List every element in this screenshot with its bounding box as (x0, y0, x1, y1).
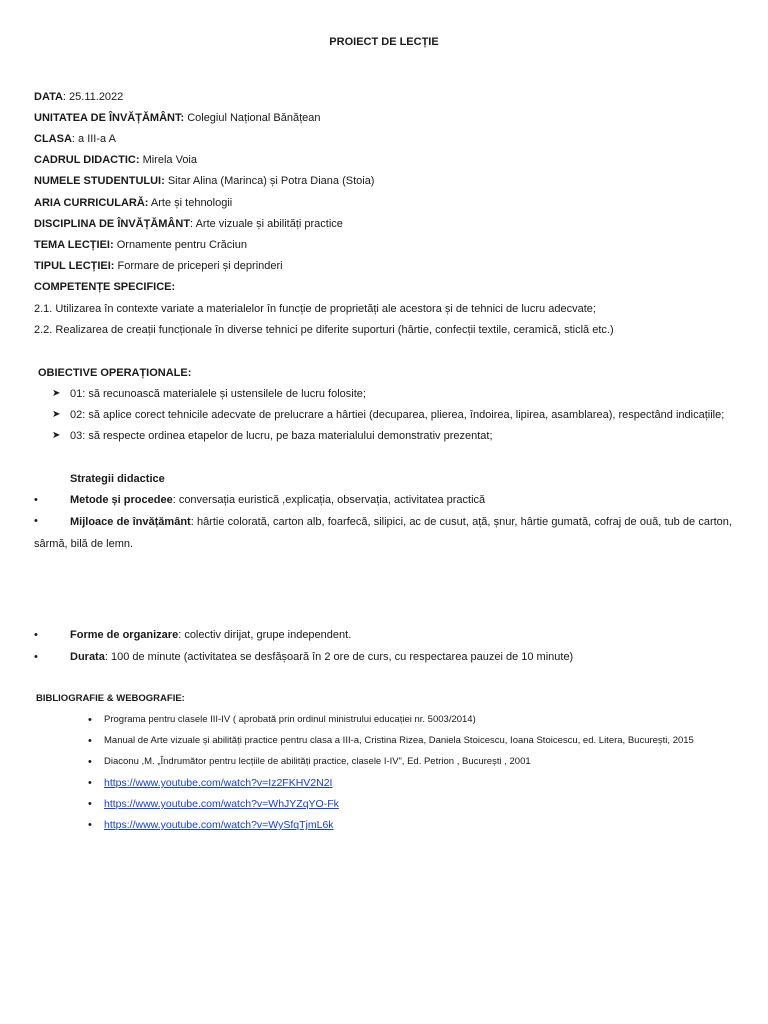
durata-line: Durata: 100 de minute (activitatea se desfășoară în 2 ore de curs, cu respectarea pauzei de 10 minute) (70, 651, 574, 663)
field-tip: TIPUL LECȚIEI: Formare de priceperi și deprinderi (34, 260, 283, 272)
field-student: NUMELE STUDENTULUI: Sitar Alina (Marinca) și Potra Diana (Stoia) (34, 175, 375, 187)
bibliografie-item: Programa pentru clasele III-IV ( aprobată prin ordinul ministrului educației nr. 5003/2014) (104, 714, 476, 725)
competenta-item: 2.2. Realizarea de creații funcționale în diverse tehnici pe diferite suporturi (hârtie, confecții textile, ceramică, sticlă etc.) (34, 324, 614, 336)
bibliografie-item: Diaconu ,M. „Îndrumător pentru lecțiile de abilități practice, clasele I-IV”, Ed. Petrion , București , 2001 (104, 756, 531, 767)
bullet-icon: • (34, 651, 38, 663)
youtube-link[interactable]: https://www.youtube.com/watch?v=Iz2FKHV2N2I (104, 777, 333, 789)
bullet-icon: • (34, 515, 38, 527)
field-clasa: CLASA: a III-a A (34, 133, 116, 145)
field-disciplina: DISCIPLINA DE ÎNVĂȚĂMÂNT: Arte vizuale și abilități practice (34, 218, 343, 230)
bullet-icon: • (88, 735, 92, 747)
bullet-icon: • (88, 714, 92, 726)
bullet-icon: • (88, 798, 92, 810)
field-tema: TEMA LECȚIEI: Ornamente pentru Crăciun (34, 239, 247, 251)
bullet-icon: • (34, 494, 38, 506)
competente-heading: COMPETENȚE SPECIFICE: (34, 281, 176, 293)
field-cadru-didactic: CADRUL DIDACTIC: Mirela Voia (34, 154, 197, 166)
arrow-bullet-icon: ➤ (52, 430, 61, 441)
bullet-icon: • (88, 777, 92, 789)
arrow-bullet-icon: ➤ (52, 409, 61, 420)
page-title: PROIECT DE LECȚIE (329, 36, 439, 48)
forme-line: Forme de organizare: colectiv dirijat, grupe independent. (70, 629, 352, 641)
strategii-heading: Strategii didactice (70, 473, 165, 485)
bullet-icon: • (88, 756, 92, 768)
obiective-heading: OBIECTIVE OPERAȚIONALE: (38, 367, 192, 379)
field-arie: ARIA CURRICULARĂ: Arte și tehnologii (34, 197, 233, 209)
bullet-icon: • (34, 629, 38, 641)
bullet-icon: • (88, 819, 92, 831)
bibliografie-item: Manual de Arte vizuale și abilități practice pentru clasa a III-a, Cristina Rizea, Daniela Stoicescu, Ioana Stoicescu, ed. Litera, București, 2015 (104, 735, 694, 746)
obiectiv-item: 01: să recunoască materialele și ustensilele de lucru folosite; (70, 388, 366, 400)
obiectiv-item: 03: să respecte ordinea etapelor de lucru, pe baza materialului demonstrativ prezentat; (70, 430, 493, 442)
field-data: DATA: 25.11.2022 (34, 91, 124, 103)
metode-line: Metode și procedee: conversația euristică ,explicația, observația, activitatea practică (70, 494, 486, 506)
competenta-item: 2.1. Utilizarea în contexte variate a materialelor în funcție de proprietăți ale acestora și de tehnici de lucru adecvate; (34, 303, 596, 315)
bibliografie-heading: BIBLIOGRAFIE & WEBOGRAFIE: (36, 693, 185, 704)
field-unitate: UNITATEA DE ÎNVĂȚĂMÂNT: Colegiul Național Bănățean (34, 112, 321, 124)
mijloace-paragraph: Mijloace de învățământ: hârtie colorată, carton alb, foarfecă, silipici, ac de cusut, ață, șnur, hârtie gumată, cofraj de ouă, tub de carton, sârmă, bilă de lemn. (34, 516, 732, 550)
arrow-bullet-icon: ➤ (52, 388, 61, 399)
obiectiv-item: 02: să aplice corect tehnicile adecvate de prelucrare a hârtiei (decuparea, plierea, îndoirea, lipirea, asamblarea), respectând indicațiile; (70, 409, 725, 421)
youtube-link[interactable]: https://www.youtube.com/watch?v=WhJYZqYO-Fk (104, 798, 339, 810)
youtube-link[interactable]: https://www.youtube.com/watch?v=WySfqTjmL6k (104, 819, 334, 831)
